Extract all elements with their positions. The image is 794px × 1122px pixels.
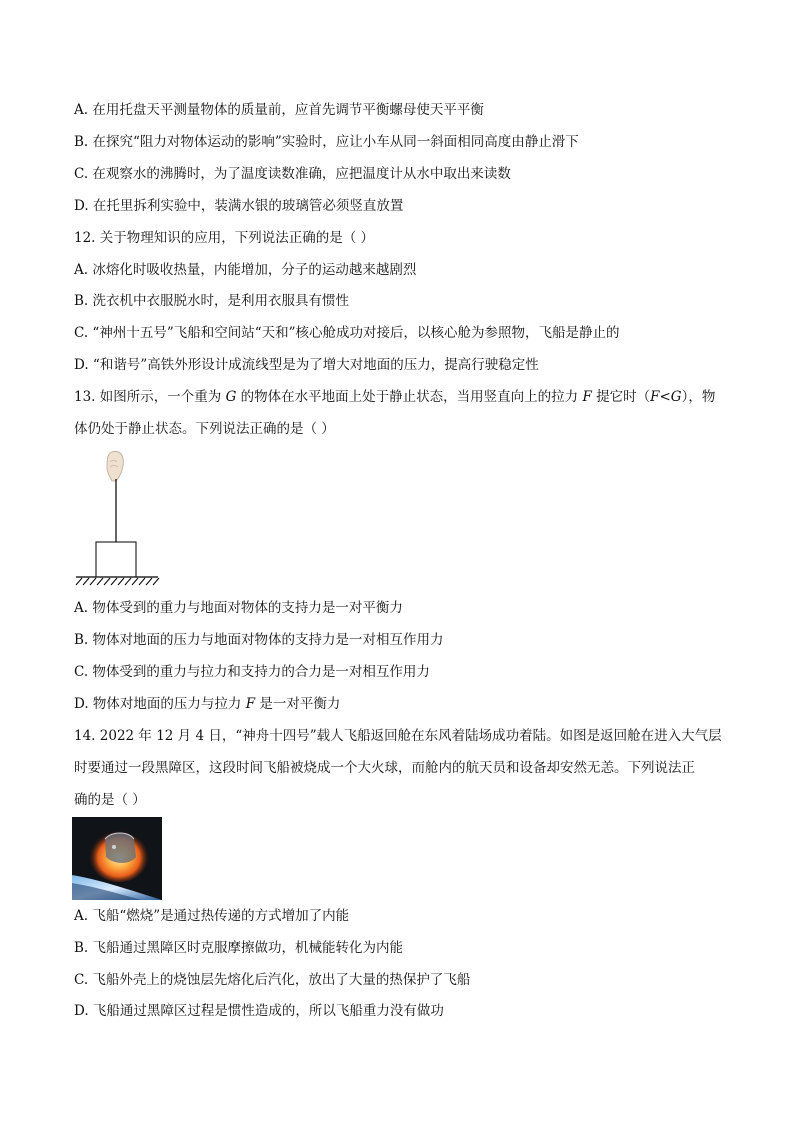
block xyxy=(96,542,136,577)
reentry-capsule-photo xyxy=(72,817,162,900)
q12-option-b: B. 洗衣机中衣服脱水时，是利用衣服具有惯性 xyxy=(74,293,350,309)
weight-symbol: G xyxy=(225,389,237,405)
q11-option-d: D. 在托里拆利实验中，装满水银的玻璃管必须竖直放置 xyxy=(74,198,404,214)
force-condition: F<G xyxy=(650,389,682,405)
q11-option-a: A. 在用托盘天平测量物体的质量前，应首先调节平衡螺母使天平平衡 xyxy=(74,102,484,118)
q13-stem-text: ），物 xyxy=(681,389,716,405)
q14-option-b: B. 飞船通过黑障区时克服摩擦做功，机械能转化为内能 xyxy=(74,940,404,956)
q14-stem-line1: 14. 2022 年 12 月 4 日，“神舟十四号”载人飞船返回舱在东风着陆场成功着陆。如图是返回舱在进入大气层 xyxy=(74,728,722,744)
q14-stem-line3: 确的是（ ） xyxy=(74,792,146,808)
q13-stem-line2: 体仍处于静止状态。下列说法正确的是（ ） xyxy=(74,421,335,437)
q12-option-a: A. 冰熔化时吸收热量，内能增加，分子的运动越来越剧烈 xyxy=(74,262,417,278)
q13-stem-text: 13. 如图所示，一个重为 xyxy=(74,389,226,405)
block-on-ground-figure xyxy=(72,448,164,588)
q13-option-b: B. 物体对地面的压力与地面对物体的支持力是一对相互作用力 xyxy=(74,632,444,648)
q13-option-d xyxy=(74,694,340,714)
q14-stem-line2: 时要通过一段黑障区，这段时间飞船被烧成一个大火球，而舱内的航天员和设备却安然无恙。下列说法正 xyxy=(74,760,695,776)
q13-stem-line1 xyxy=(74,387,715,407)
hand-icon xyxy=(107,451,123,481)
q13-stem-text: 的物体在水平地面上处于静止状态，当用竖直向上的拉力 xyxy=(236,389,583,405)
q11-option-b: B. 在探究“阻力对物体运动的影响”实验时，应让小车从同一斜面相同高度由静止滑下 xyxy=(74,134,579,150)
q12-stem: 12. 关于物理知识的应用，下列说法正确的是（ ） xyxy=(74,230,375,246)
q11-option-c: C. 在观察水的沸腾时，为了温度读数准确，应把温度计从水中取出来读数 xyxy=(74,166,511,182)
q13-option-a: A. 物体受到的重力与地面对物体的支持力是一对平衡力 xyxy=(74,600,403,616)
q14-option-d: D. 飞船通过黑障区过程是惯性造成的，所以飞船重力没有做功 xyxy=(74,1003,444,1019)
ground-hatching xyxy=(76,578,159,585)
q12-option-d: D. “和谐号”高铁外形设计成流线型是为了增大对地面的压力，提高行驶稳定性 xyxy=(74,357,539,373)
q13-option-c: C. 物体受到的重力与拉力和支持力的合力是一对相互作用力 xyxy=(74,664,430,680)
q14-option-c: C. 飞船外壳上的烧蚀层先熔化后汽化，放出了大量的热保护了飞船 xyxy=(74,972,471,988)
force-symbol: F xyxy=(245,696,256,712)
q14-option-a: A. 飞船“燃烧”是通过热传递的方式增加了内能 xyxy=(74,908,350,924)
q13-option-d-text: 是一对平衡力 xyxy=(255,696,341,712)
q12-option-c: C. “神州十五号”飞船和空间站“天和”核心舱成功对接后，以核心舱为参照物，飞船是静止的 xyxy=(74,325,620,341)
force-symbol: F xyxy=(582,389,592,405)
q13-option-d-text: D. 物体对地面的压力与拉力 xyxy=(74,696,246,712)
q13-stem-text: 提它时（ xyxy=(591,389,651,405)
